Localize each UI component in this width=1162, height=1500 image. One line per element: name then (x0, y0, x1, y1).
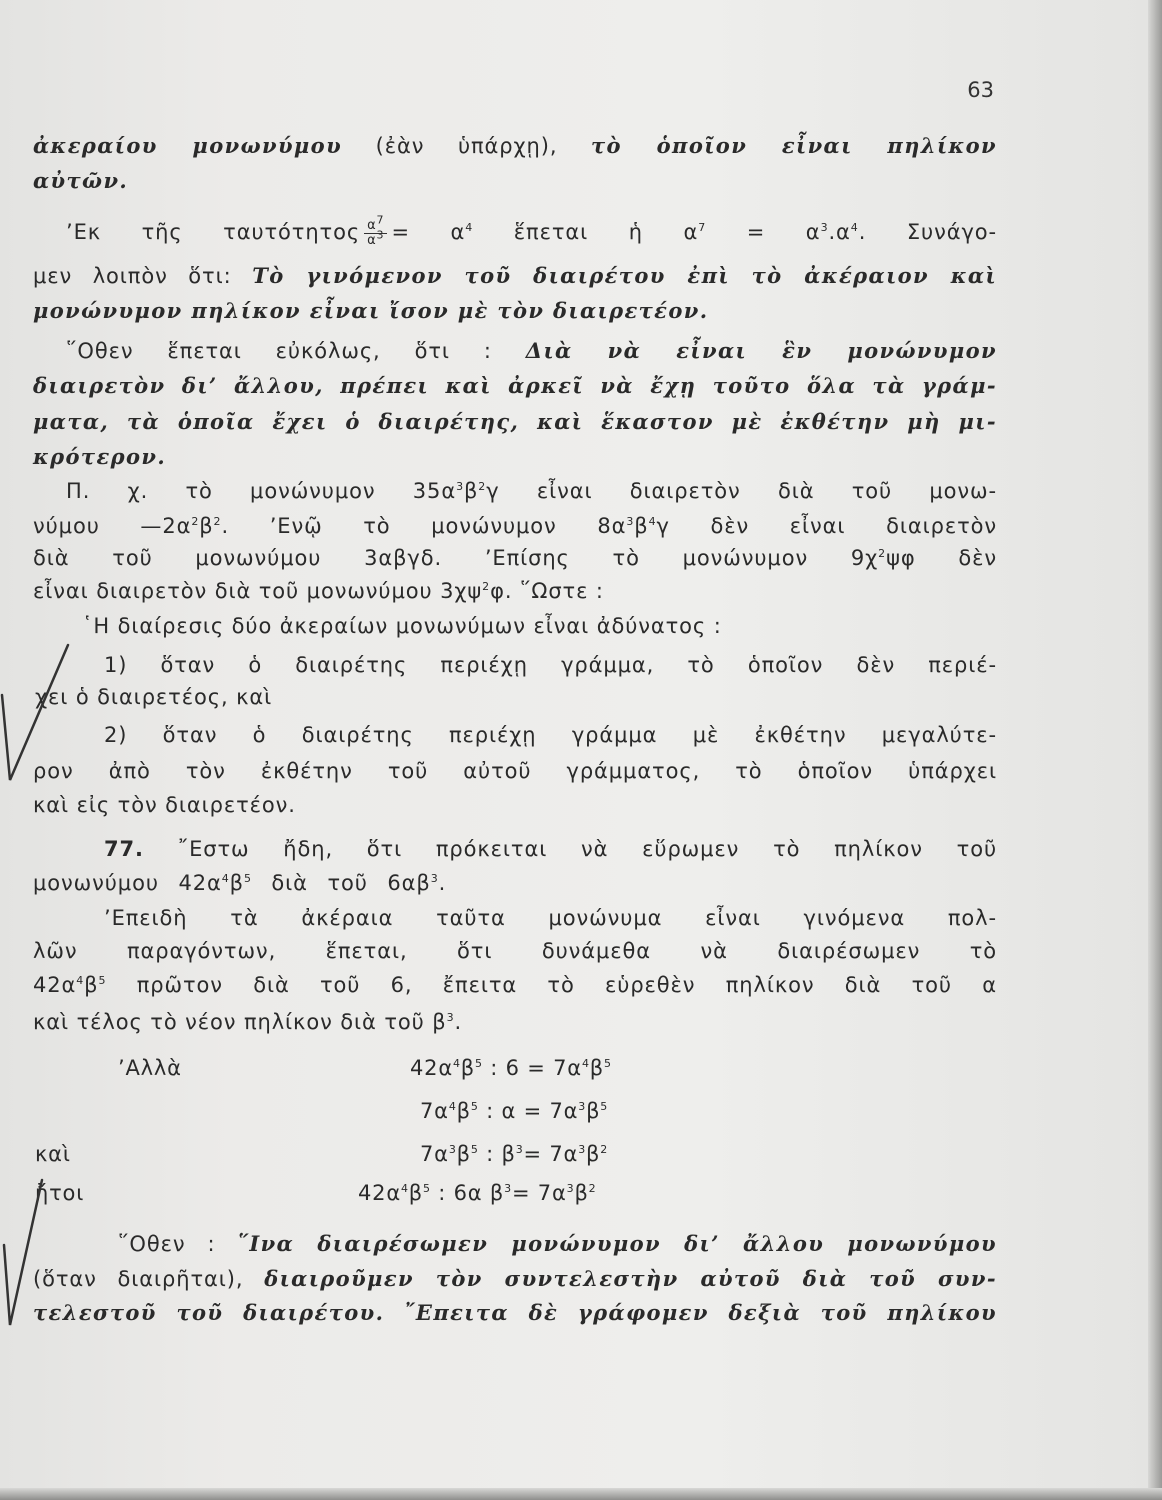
italic-text: Τὸ γινόμενον τοῦ διαιρέτου ἐπὶ τὸ ἀκέραιον καὶ (252, 263, 998, 288)
text: μεν λοιπὸν ὅτι: (33, 264, 232, 288)
italic-text: αὐτῶν. (33, 168, 129, 193)
text-line: τελεστοῦ τοῦ διαιρέτου. ῎Επειτα δὲ γράφομεν δεξιὰ τοῦ πηλίκου (33, 1300, 997, 1325)
text-line: ’Εκ τῆς ταυτότητος $\frac{\alpha^7}{\alpha^3}$ = $\alpha^4$ ἕπεται ἡ $\alpha^7 = \alpha^3.\alpha^4$. Συνάγο- (66, 213, 998, 248)
italic-text: Διὰ νὰ εἶναι ἓν μονώνυμον (525, 338, 998, 363)
text-line: (ὅταν διαιρῆται), διαιροῦμεν τὸν συντελεστὴν αὐτοῦ διὰ τοῦ συν- (33, 1266, 997, 1291)
text-line: διαιρετὸν δι’ ἄλλου, πρέπει καὶ ἀρκεῖ νὰ ἔχῃ τοῦτο ὅλα τὰ γράμ- (33, 373, 997, 398)
equation: $7\alpha^3\beta^5$ : $\beta^3= 7\alpha^3\beta^2$ (420, 1142, 609, 1166)
text-line: καὶ εἰς τὸν διαιρετέον. (33, 793, 296, 817)
italic-text: ῞Ινα διαιρέσωμεν μονώνυμον δι’ ἄλλου μονωνύμου (237, 1231, 998, 1256)
text-line: νύμου $—2\alpha^2\beta^2$. ’Ενῷ τὸ μονώνυμον $8\alpha^3\beta^4\gamma$ δὲν εἶναι διαιρετὸν (33, 514, 997, 538)
text-line: μονωνύμου $42\alpha^4\beta^5$ διὰ τοῦ $6\alpha\beta^3$. (33, 871, 447, 895)
text: . Συνάγο- (858, 220, 998, 244)
text-line: ῞Οθεν : ῞Ινα διαιρέσωμεν μονώνυμον δι’ ἄλλου μονωνύμου (118, 1231, 998, 1256)
text: = α (746, 220, 821, 244)
equation-label: ’Αλλὰ (118, 1056, 182, 1080)
text-line: ρον ἀπὸ τὸν ἐκθέτην τοῦ αὐτοῦ γράμματος, τὸ ὁποῖον ὑπάρχει (33, 759, 997, 783)
pen-checkmark (0, 1175, 60, 1335)
text-line: ματα, τὰ ὁποῖα ἔχει ὁ διαιρέτης, καὶ ἕκαστον μὲ ἐκθέτην μὴ μι- (33, 409, 997, 434)
text: (ἐὰν ὑπάρχῃ), (375, 134, 558, 158)
text-line (33, 263, 997, 289)
equation-label: ἤτοι (35, 1181, 85, 1205)
italic-text: μονώνυμον πηλίκον εἶναι ἴσον μὲ τὸν διαιρετέον. (33, 298, 709, 323)
text-line: 77. ῎Εστω ἤδη, ὅτι πρόκειται νὰ εὕρωμεν τὸ πηλίκον τοῦ (104, 837, 998, 861)
text-line: χει ὁ διαιρετέος, καὶ (35, 685, 273, 709)
equation-label: καὶ (35, 1142, 71, 1166)
text: .α (828, 220, 851, 244)
page-number: 63 (967, 78, 994, 102)
text: = α (391, 220, 466, 244)
text-line (66, 338, 997, 364)
text-line: 1) ὅταν ὁ διαιρέτης περιέχῃ γράμμα, τὸ ὁποῖον δὲν περιέ- (104, 653, 997, 677)
equation: $42\alpha^4\beta^5$ : 6α $\beta^3= 7\alpha^3\beta^2$ (358, 1181, 597, 1205)
text-line (33, 298, 997, 324)
text-line: κρότερον. (33, 444, 167, 469)
page-edge-right (1148, 0, 1162, 1500)
text-line: ’Επειδὴ τὰ ἀκέραια ταῦτα μονώνυμα εἶναι γινόμενα πολ- (104, 906, 997, 930)
page-edge-bottom (0, 1488, 1162, 1500)
text-line: 2) ὅταν ὁ διαιρέτης περιέχῃ γράμμα μὲ ἐκθέτην μεγαλύτε- (104, 723, 997, 747)
text: ’Εκ τῆς ταυτότητος (66, 220, 361, 244)
text-line: καὶ τέλος τὸ νέον πηλίκον διὰ τοῦ $\beta^3$. (33, 1010, 463, 1034)
text-line: διὰ τοῦ μονωνύμου 3αβγδ. ’Επίσης τὸ μονώνυμον $9\chi^2\psi\varphi$ δὲν (33, 546, 998, 570)
text: ἕπεται ἡ α (513, 220, 699, 244)
equation: $42\alpha^4\beta^5$ : $6 = 7\alpha^4\beta^5$ (410, 1056, 612, 1080)
text-line: Π. χ. τὸ μονώνυμον $35\alpha^3\beta^2\gamma$ εἶναι διαιρετὸν διὰ τοῦ μονω- (66, 479, 998, 503)
text: ῞Οθεν ἕπεται εὐκόλως, ὅτι : (66, 339, 492, 363)
pen-checkmark (0, 640, 80, 790)
equation: $7\alpha^4\beta^5$ : $\alpha = 7\alpha^3\beta^5$ (420, 1099, 609, 1123)
text-line: εἶναι διαιρετὸν διὰ τοῦ μονωνύμου $3\chi\psi^2\varphi$. ῞Ωστε : (33, 579, 604, 603)
text-line: λῶν παραγόντων, ἕπεται, ὅτι δυνάμεθα νὰ διαιρέσωμεν τὸ (33, 939, 997, 963)
italic-text: διαιροῦμεν τὸν συντελεστὴν αὐτοῦ διὰ τοῦ συν- (264, 1266, 997, 1291)
fraction: $\frac{\alpha^7}{\alpha^3}$ (364, 219, 387, 248)
text-line: $42\alpha^4\beta^5$ πρῶτον διὰ τοῦ 6, ἔπειτα τὸ εὑρεθὲν πηλίκον διὰ τοῦ α (33, 973, 997, 997)
section-number: 77. (104, 837, 144, 861)
italic-text: τὸ ὁποῖον εἶναι πηλίκον (591, 133, 998, 158)
text-line (33, 168, 997, 194)
italic-text: ἀκεραίου μονωνύμου (33, 133, 343, 158)
text-line (33, 133, 997, 159)
text-line: ῾Η διαίρεσις δύο ἀκεραίων μονωνύμων εἶναι ἀδύνατος : (82, 614, 722, 638)
